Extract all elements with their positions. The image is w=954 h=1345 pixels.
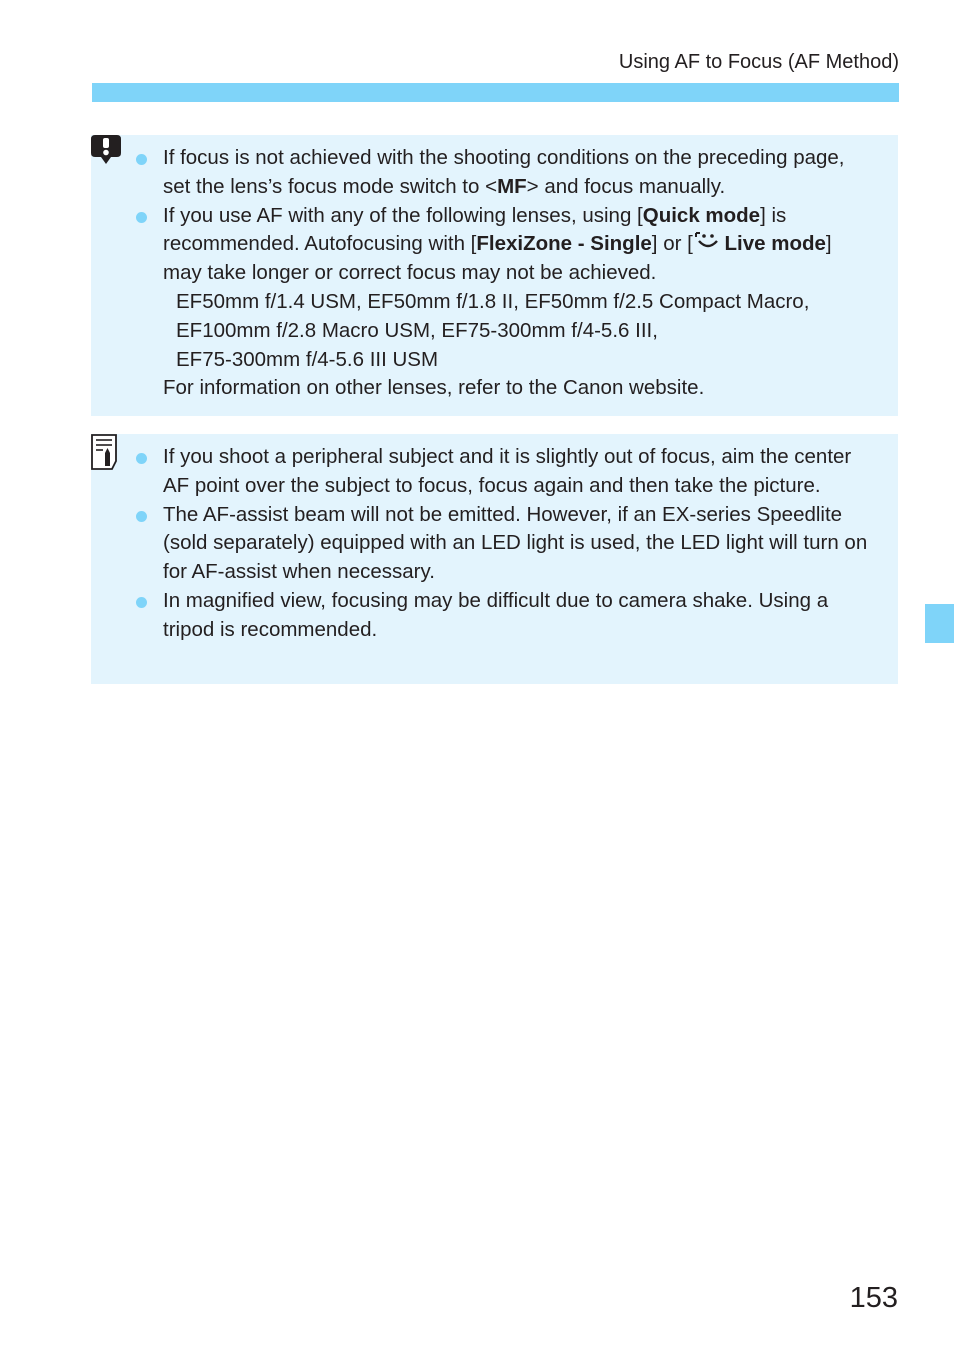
- lens-footer-note: For information on other lenses, refer to the Canon website.: [163, 376, 705, 400]
- note-pencil-icon: [91, 434, 117, 470]
- lens-line: EF75-300mm f/4-5.6 III USM: [176, 347, 439, 371]
- bullet-dot: [136, 212, 147, 223]
- page-number: 153: [849, 1282, 898, 1314]
- list-item: If focus is not achieved with the shooting conditions on the preceding page, set the lens’s focus mode switch to <MF> and focus manually.: [163, 144, 876, 202]
- list-item: The AF-assist beam will not be emitted. However, if an EX-series Speedlite (sold separately) equipped with an LED light is used, the LED light will turn on for AF-assist when necessary.: [163, 501, 876, 587]
- bullet-dot: [136, 453, 147, 464]
- list-item: If you use AF with any of the following lenses, using [Quick mode] is recommended. Autofocusing with [FlexiZone - Single] or [ Live mode] may take longer or correct focus may not be achieved. EF50mm f/1.4 USM, EF50mm f/1.8 II, EF50mm f/2.5 Compact Macro, EF100mm f/2.8 Macro USM, EF75-300mm f/4-5.6 III, EF75-300mm f/4-5.6 III USM For information on other lenses, refer to the Canon website.: [163, 202, 876, 404]
- lens-line: EF50mm f/1.4 USM, EF50mm f/1.8 II, EF50mm f/2.5 Compact Macro,: [176, 289, 810, 313]
- lens-line: EF100mm f/2.8 Macro USM, EF75-300mm f/4-5.6 III,: [176, 318, 658, 342]
- bullet-dot: [136, 511, 147, 522]
- chapter-side-tab: [925, 604, 954, 643]
- page-header-title: Using AF to Focus (AF Method): [618, 51, 899, 73]
- caution-box: [91, 135, 898, 416]
- caution-icon: [91, 135, 121, 165]
- face-tracking-icon: [693, 232, 719, 252]
- caution-list: [163, 144, 876, 403]
- list-item: If you shoot a peripheral subject and it is slightly out of focus, aim the center AF point over the subject to focus, focus again and then take the picture.: [163, 443, 876, 501]
- lens-list: [163, 288, 876, 374]
- note-list: [163, 443, 876, 645]
- header-bar: [92, 83, 899, 102]
- note-box: [91, 434, 898, 684]
- list-item: In magnified view, focusing may be difficult due to camera shake. Using a tripod is recommended.: [163, 587, 876, 645]
- bullet-dot: [136, 154, 147, 165]
- bullet-dot: [136, 597, 147, 608]
